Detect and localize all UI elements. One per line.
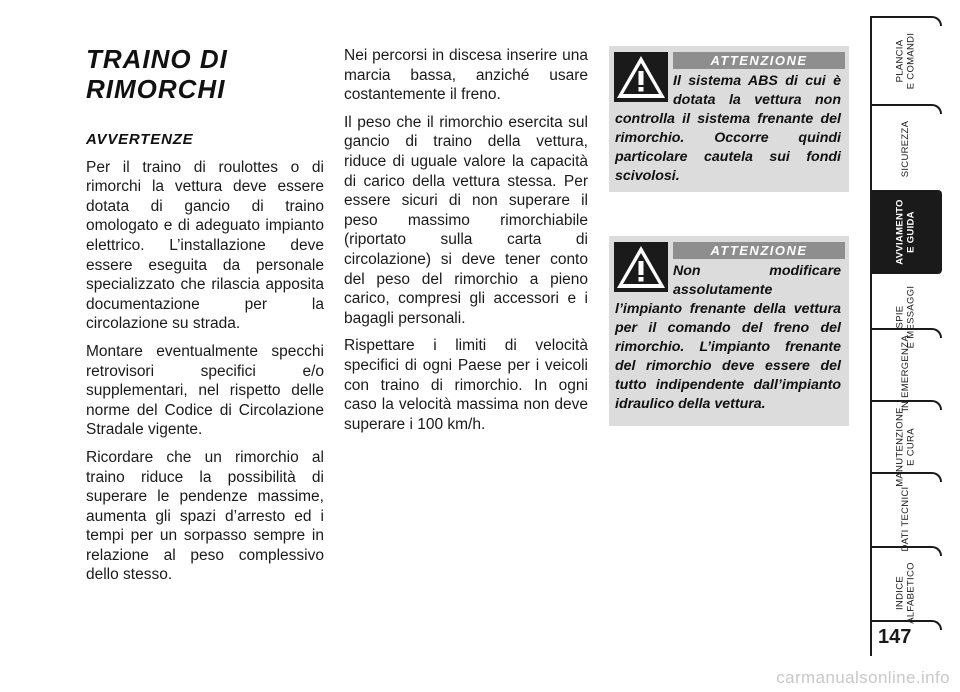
paragraph: Montare eventualmente specchi retrovisori specifici e/o supplementari, nel rispetto delle norme del Codice di Circolazione Stradale vigente. xyxy=(86,342,324,439)
page-title-line2: RIMORCHI xyxy=(86,74,226,104)
warning-label: ATTENZIONE xyxy=(673,242,845,259)
tab-label: AVVIAMENTO E GUIDA xyxy=(894,199,916,265)
tab-label: MANUTENZIONE E CURA xyxy=(894,407,916,487)
tab-label: SPIE E MESSAGGI xyxy=(894,285,916,349)
warning-box xyxy=(609,236,849,426)
text-column-middle xyxy=(344,46,588,442)
tab-label: INDICE ALFABETICO xyxy=(894,562,916,624)
page-title xyxy=(86,44,326,104)
page-number: 147 xyxy=(878,626,912,648)
section-tabs xyxy=(870,16,960,656)
page-title-line1: TRAINO DI xyxy=(86,44,228,74)
warning-text: Non modificare assolutamente l’impianto frenante della vettura per il comando del freno del rimorchio. L’impianto frenante del rimorchio deve essere del tutto indipendente dall’impianto idraulico della vettura. xyxy=(615,263,841,412)
paragraph: Per il traino di roulottes o di rimorchi la vettura deve essere dotata di gancio di traino omologato e di adeguato impianto elettrico. L’installazione deve essere eseguita da personale specializzato che rilascia apposita documentazione per la circolazione su strada. xyxy=(86,158,324,333)
warning-text: Il sistema ABS di cui è dotata la vettura non controlla il sistema frenante del rimorchio. Occorre quindi particolare cautela sui fondi scivolosi. xyxy=(615,73,841,184)
text-column-left xyxy=(86,130,324,593)
warning-box xyxy=(609,46,849,192)
paragraph: Il peso che il rimorchio esercita sul gancio di traino della vettura, riduce di uguale valore la capacità di carico della vettura stessa. Per essere sicuri di non superare il peso massimo rimorchiabile (riportato sulla carta di circolazione) si deve tener conto del peso del rimorchio a pieno carico, compresi gli accessori e i bagagli personali. xyxy=(344,113,588,327)
tab-label: DATI TECNICI xyxy=(899,486,911,552)
paragraph: Ricordare che un rimorchio al traino riduce la possibilità di superare le pendenze massime, aumenta gli spazi d’arresto ed i tempi per un sorpasso sempre in relazione al peso complessivo dello stesso. xyxy=(86,448,324,584)
warning-label: ATTENZIONE xyxy=(673,52,845,69)
tab-plancia-e-comandi[interactable] xyxy=(870,22,942,100)
tab-sicurezza[interactable] xyxy=(870,110,942,188)
watermark: carmanualsonline.info xyxy=(776,668,950,687)
tab-label: PLANCIA E COMANDI xyxy=(894,32,916,90)
tab-avviamento-e-guida[interactable] xyxy=(870,190,942,274)
paragraph: Rispettare i limiti di velocità specifici di ogni Paese per i veicoli con traino di rimorchio. In ogni caso la velocità massima non deve superare i 100 km/h. xyxy=(344,337,588,433)
tab-label: IN EMERGENZA xyxy=(899,335,911,411)
section-subheading: AVVERTENZE xyxy=(86,131,194,148)
paragraph: Nei percorsi in discesa inserire una marcia bassa, anziché usare costantemente il freno. xyxy=(344,47,588,104)
tab-label: SICUREZZA xyxy=(899,120,911,178)
